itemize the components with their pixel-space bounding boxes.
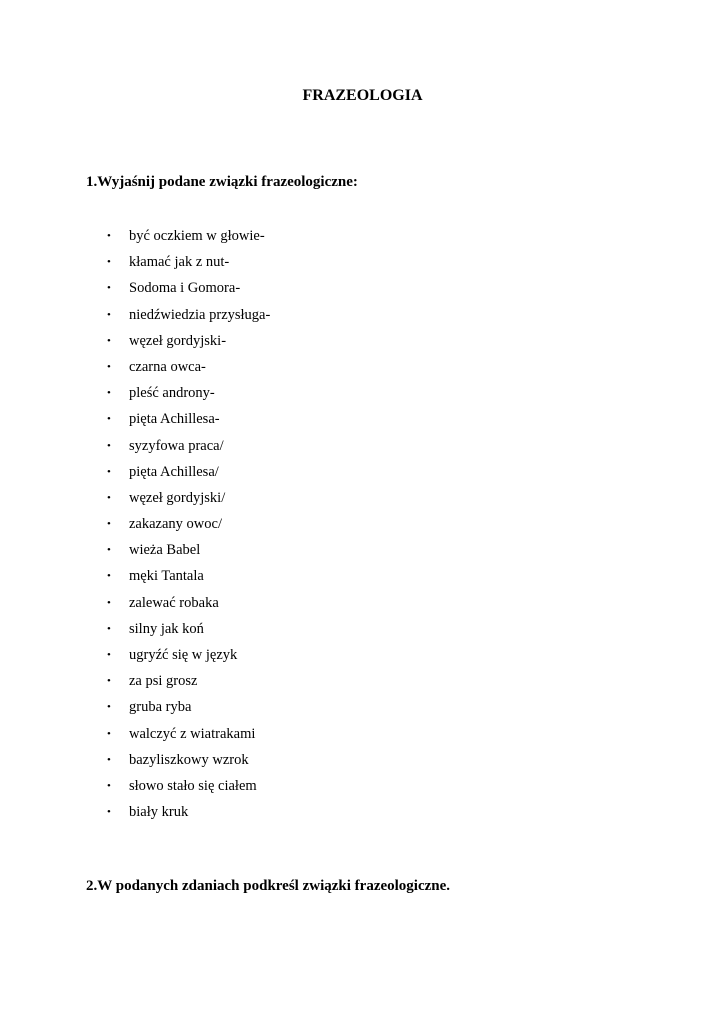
bullet-icon: • <box>107 387 111 400</box>
bullet-icon: • <box>107 334 111 347</box>
bullet-icon: • <box>107 360 111 373</box>
bullet-icon: • <box>107 649 111 661</box>
list-item <box>104 750 270 776</box>
bullet-icon: • <box>107 439 111 452</box>
list-item-text: węzeł gordyjski/ <box>129 489 226 506</box>
document-title: FRAZEOLOGIA <box>302 87 423 104</box>
bullet-icon: • <box>107 727 111 740</box>
bullet-icon: • <box>107 465 111 478</box>
list-item-text: słowo stało się ciałem <box>129 777 257 794</box>
list-item-text: pleść androny- <box>129 385 215 402</box>
bullet-icon: • <box>107 282 111 295</box>
bullet-icon: • <box>107 491 111 504</box>
bullet-icon: • <box>107 413 111 426</box>
list-item-text: walczyć z wiatrakami <box>129 725 256 742</box>
list-item-text: czarna owca- <box>129 358 206 375</box>
list-item <box>104 540 270 566</box>
list-item-text: kłamać jak z nut- <box>129 254 230 271</box>
list-item-text: Sodoma i Gomora- <box>129 280 241 297</box>
list-item <box>104 488 270 514</box>
list-item <box>104 566 270 592</box>
list-item-text: pięta Achillesa- <box>129 411 220 428</box>
list-item <box>104 802 270 828</box>
list-item <box>104 331 270 357</box>
section-1-heading: 1.Wyjaśnij podane związki frazeologiczne: <box>86 174 358 190</box>
list-item-text: wieża Babel <box>129 542 201 559</box>
list-item-text: zakazany owoc/ <box>129 516 222 533</box>
bullet-icon: • <box>107 675 111 688</box>
list-item <box>104 383 270 409</box>
list-item <box>104 619 270 645</box>
list-item-text: zalewać robaka <box>129 594 219 611</box>
list-item-text: silny jak koń <box>129 620 204 637</box>
list-item-text: pięta Achillesa/ <box>129 463 219 480</box>
list-item <box>104 226 270 252</box>
bullet-icon: • <box>107 544 111 557</box>
bullet-icon: • <box>107 518 111 531</box>
list-item <box>104 724 270 750</box>
bullet-icon: • <box>107 701 111 714</box>
list-item <box>104 357 270 383</box>
list-item <box>104 305 270 331</box>
list-item <box>104 593 270 619</box>
list-item <box>104 436 270 462</box>
bullet-icon: • <box>107 779 111 792</box>
list-item-text: gruba ryba <box>129 699 192 716</box>
section-2-heading: 2.W podanych zdaniach podkreśl związki frazeologiczne. <box>86 878 451 894</box>
bullet-icon: • <box>107 596 111 609</box>
bullet-icon: • <box>107 806 111 819</box>
list-item-text: ugryźć się w język <box>129 647 238 663</box>
list-item-text: węzeł gordyjski- <box>129 332 227 349</box>
bullet-icon: • <box>107 308 111 321</box>
list-item <box>104 252 270 278</box>
list-item-text: być oczkiem w głowie- <box>129 228 265 244</box>
list-item <box>104 671 270 697</box>
list-item-text: bazyliszkowy wzrok <box>129 751 249 768</box>
list-item <box>104 514 270 540</box>
list-item-text: męki Tantala <box>129 568 204 585</box>
bullet-icon: • <box>107 753 111 766</box>
list-item-text: syzyfowa praca/ <box>129 437 224 454</box>
bullet-icon: • <box>107 622 111 635</box>
bullet-icon: • <box>107 230 111 242</box>
list-item-text: biały kruk <box>129 804 189 821</box>
list-item-text: niedźwiedzia przysługa- <box>129 306 271 323</box>
list-item <box>104 409 270 435</box>
list-item <box>104 278 270 304</box>
bullet-icon: • <box>107 256 111 269</box>
list-item <box>104 776 270 802</box>
list-item <box>104 645 270 671</box>
list-item <box>104 697 270 723</box>
list-item <box>104 462 270 488</box>
phrase-list <box>104 226 270 828</box>
bullet-icon: • <box>107 570 111 583</box>
list-item-text: za psi grosz <box>129 673 198 690</box>
